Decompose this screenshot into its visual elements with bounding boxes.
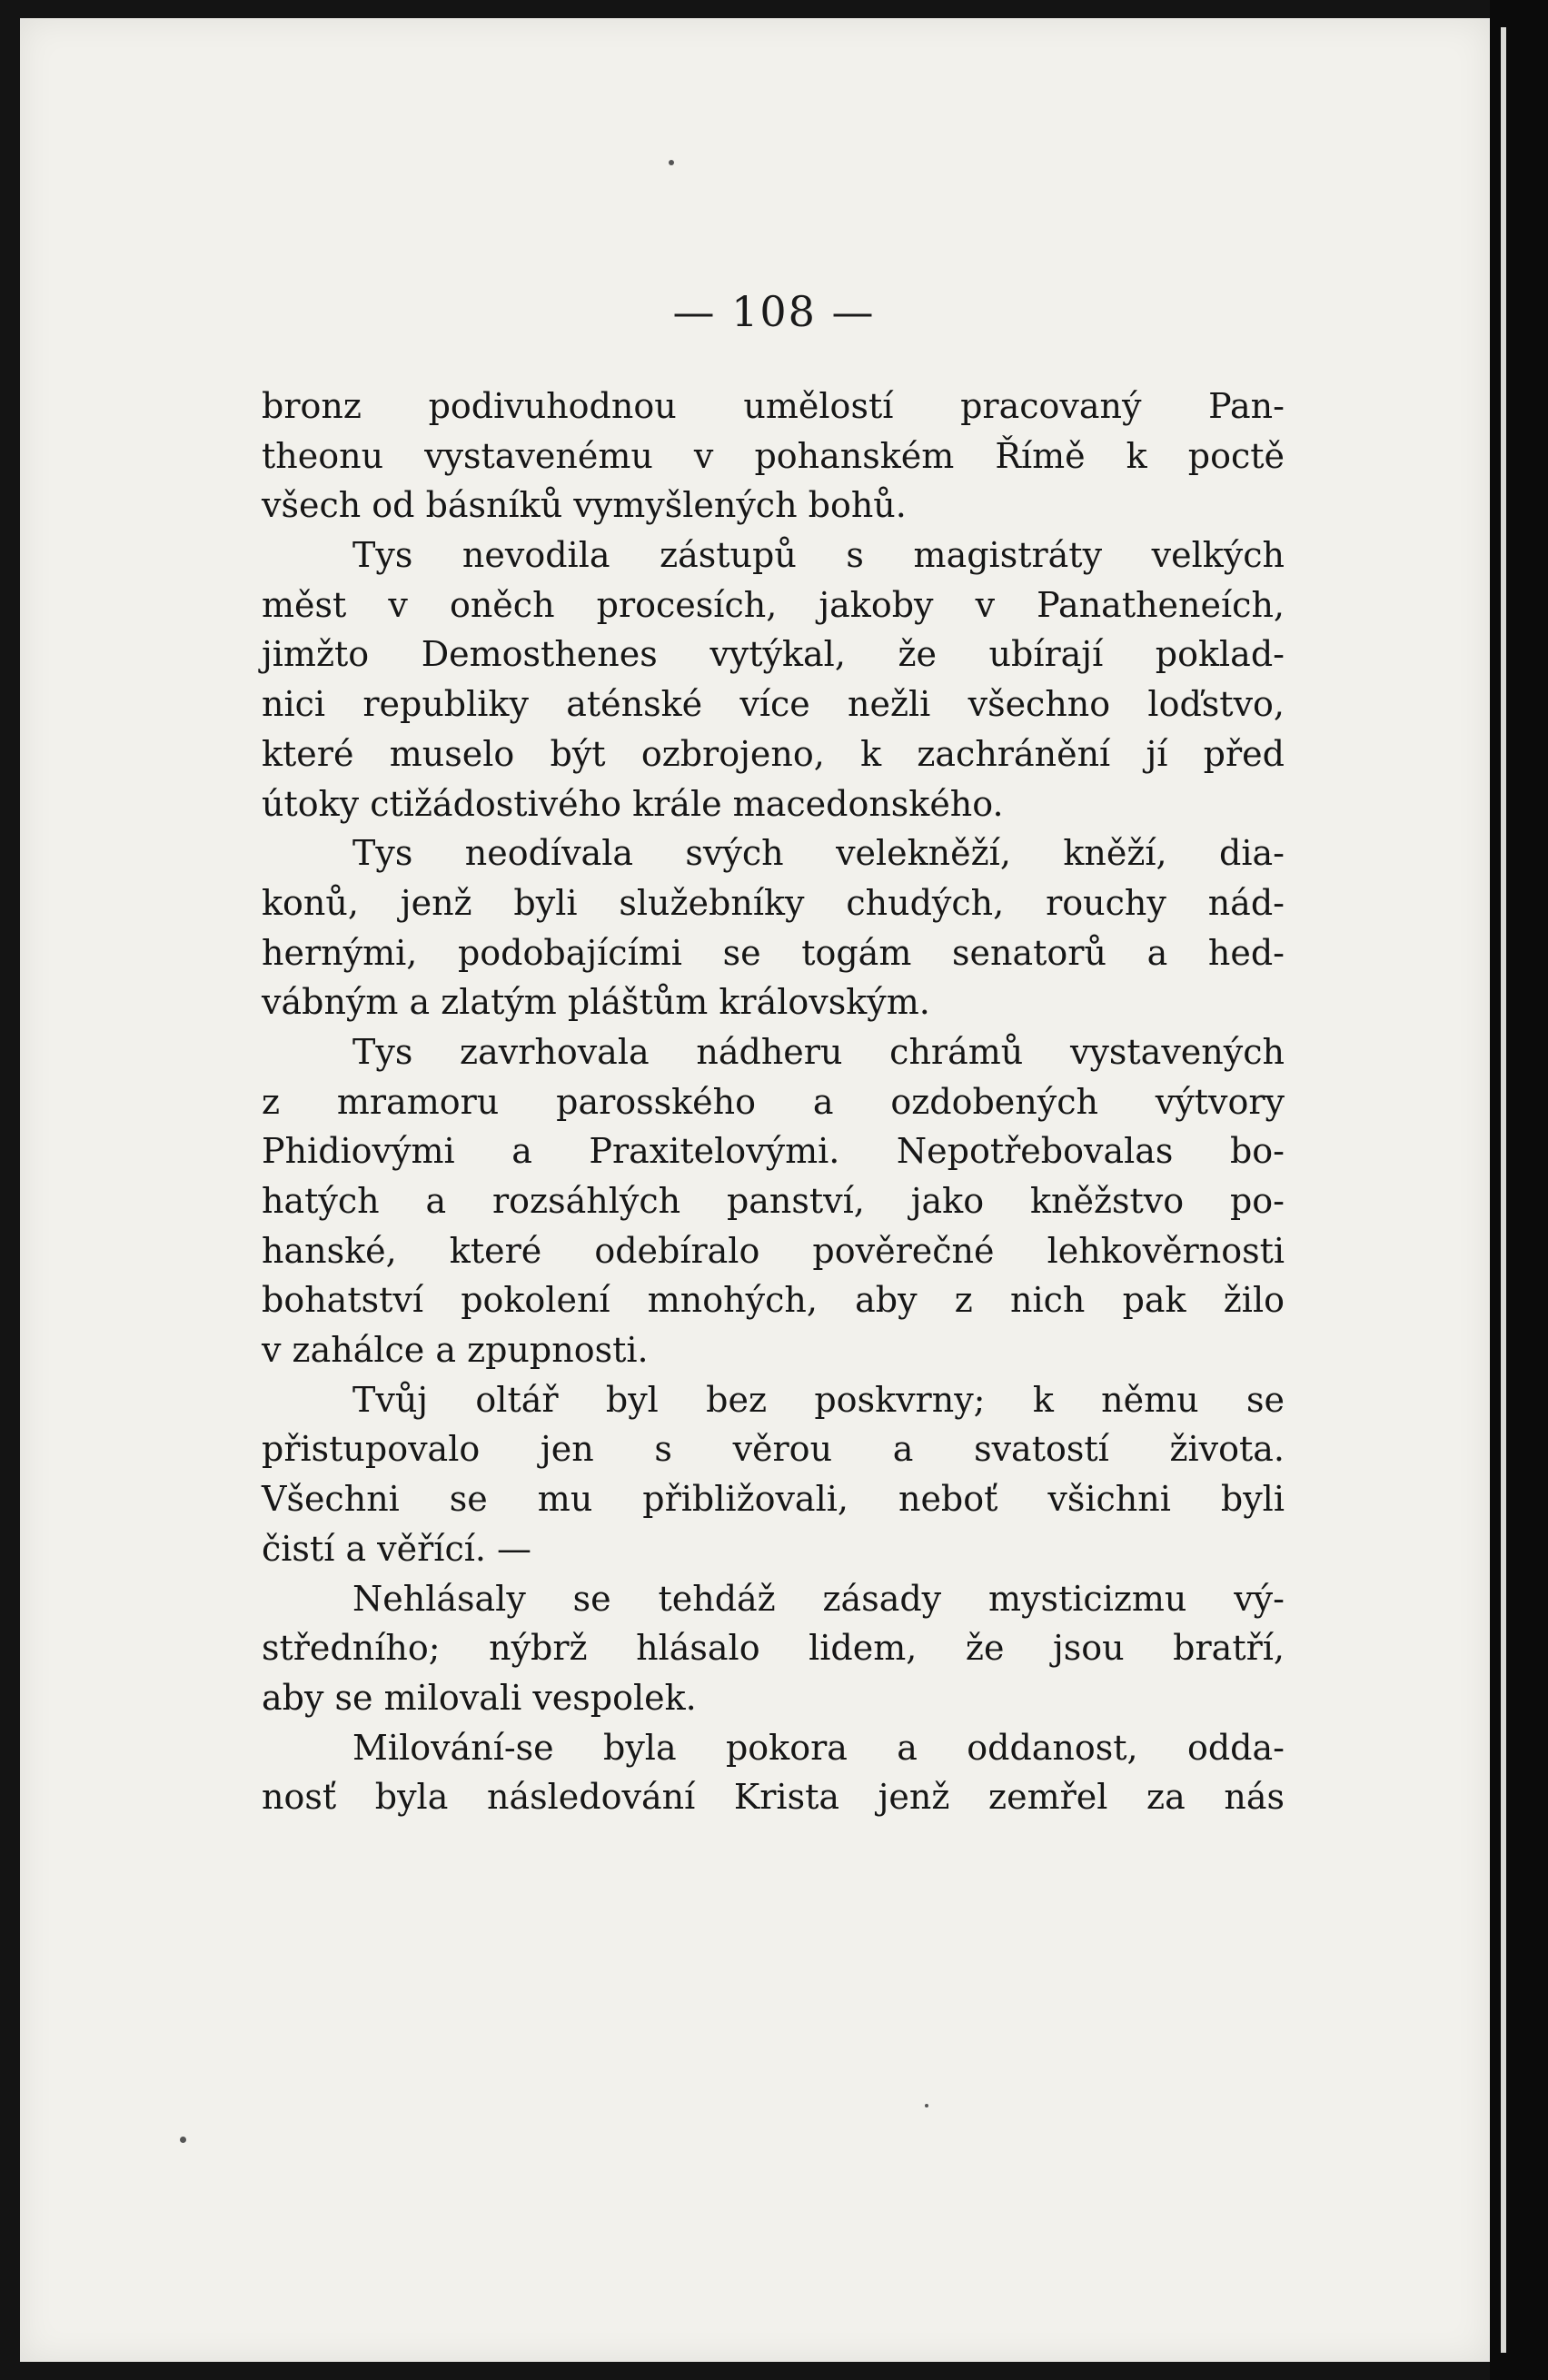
- text-line: Tys nevodila zástupů s magistráty velkých: [352, 535, 1285, 576]
- text-line: čistí a věřící. —: [262, 1528, 532, 1569]
- text-line: hanské, které odebíralo pověrečné lehkověrnosti: [262, 1230, 1285, 1271]
- text-line: které muselo být ozbrojeno, k zachránění jí před: [262, 733, 1285, 774]
- dust-speck: [669, 160, 674, 165]
- text-line: konů, jenž byli služebníky chudých, rouchy nád-: [262, 882, 1285, 923]
- text-line: jimžto Demosthenes vytýkal, že ubírají poklad-: [262, 634, 1285, 675]
- body-text: [262, 382, 1285, 1822]
- text-line: Milování-se byla pokora a oddanost, odda-: [352, 1727, 1285, 1768]
- text-line: všech od básníků vymyšlených bohů.: [262, 485, 907, 526]
- text-line: přistupovalo jen s věrou a svatostí života.: [262, 1429, 1285, 1470]
- page-number: — 108 —: [672, 287, 876, 336]
- text-line: nosť byla následování Krista jenž zemřel za nás: [262, 1777, 1285, 1818]
- text-line: nici republiky aténské více nežli všechno loďstvo,: [262, 684, 1285, 725]
- text-line: hatých a rozsáhlých panství, jako kněžstvo po-: [262, 1181, 1285, 1221]
- text-line: Tys neodívala svých velekněží, kněží, dia-: [352, 833, 1285, 874]
- dust-speck: [925, 2104, 928, 2107]
- text-line: z mramoru parosského a ozdobených výtvory: [262, 1081, 1285, 1122]
- next-page-edge: [1501, 27, 1506, 2353]
- text-line: hernými, podobajícími se togám senatorů a hed-: [262, 932, 1285, 973]
- text-line: Všechni se mu přibližovali, neboť všichni byli: [262, 1479, 1285, 1520]
- text-line: Tvůj oltář byl bez poskvrny; k němu se: [352, 1379, 1285, 1420]
- text-line: měst v oněch procesích, jakoby v Panatheneích,: [262, 584, 1285, 625]
- text-line: vábným a zlatým pláštům královským.: [262, 982, 930, 1023]
- text-line: aby se milovali vespolek.: [262, 1677, 697, 1718]
- text-line: v zahálce a zpupnosti.: [262, 1330, 649, 1371]
- page-gutter: [1490, 0, 1548, 2380]
- text-line: středního; nýbrž hlásalo lidem, že jsou bratří,: [262, 1628, 1285, 1669]
- text-line: Tys zavrhovala nádheru chrámů vystavených: [352, 1031, 1285, 1072]
- text-line: Nehlásaly se tehdáž zásady mysticizmu vý-: [352, 1578, 1285, 1619]
- text-line: bronz podivuhodnou umělostí pracovaný Pan-: [262, 386, 1285, 426]
- text-line: Phidiovými a Praxitelovými. Nepotřebovalas bo-: [262, 1131, 1285, 1172]
- text-line: útoky ctižádostivého krále macedonského.: [262, 783, 1004, 824]
- dust-speck: [180, 2137, 186, 2143]
- text-line: theonu vystavenému v pohanském Římě k poctě: [262, 435, 1285, 476]
- text-line: bohatství pokolení mnohých, aby z nich pak žilo: [262, 1280, 1285, 1321]
